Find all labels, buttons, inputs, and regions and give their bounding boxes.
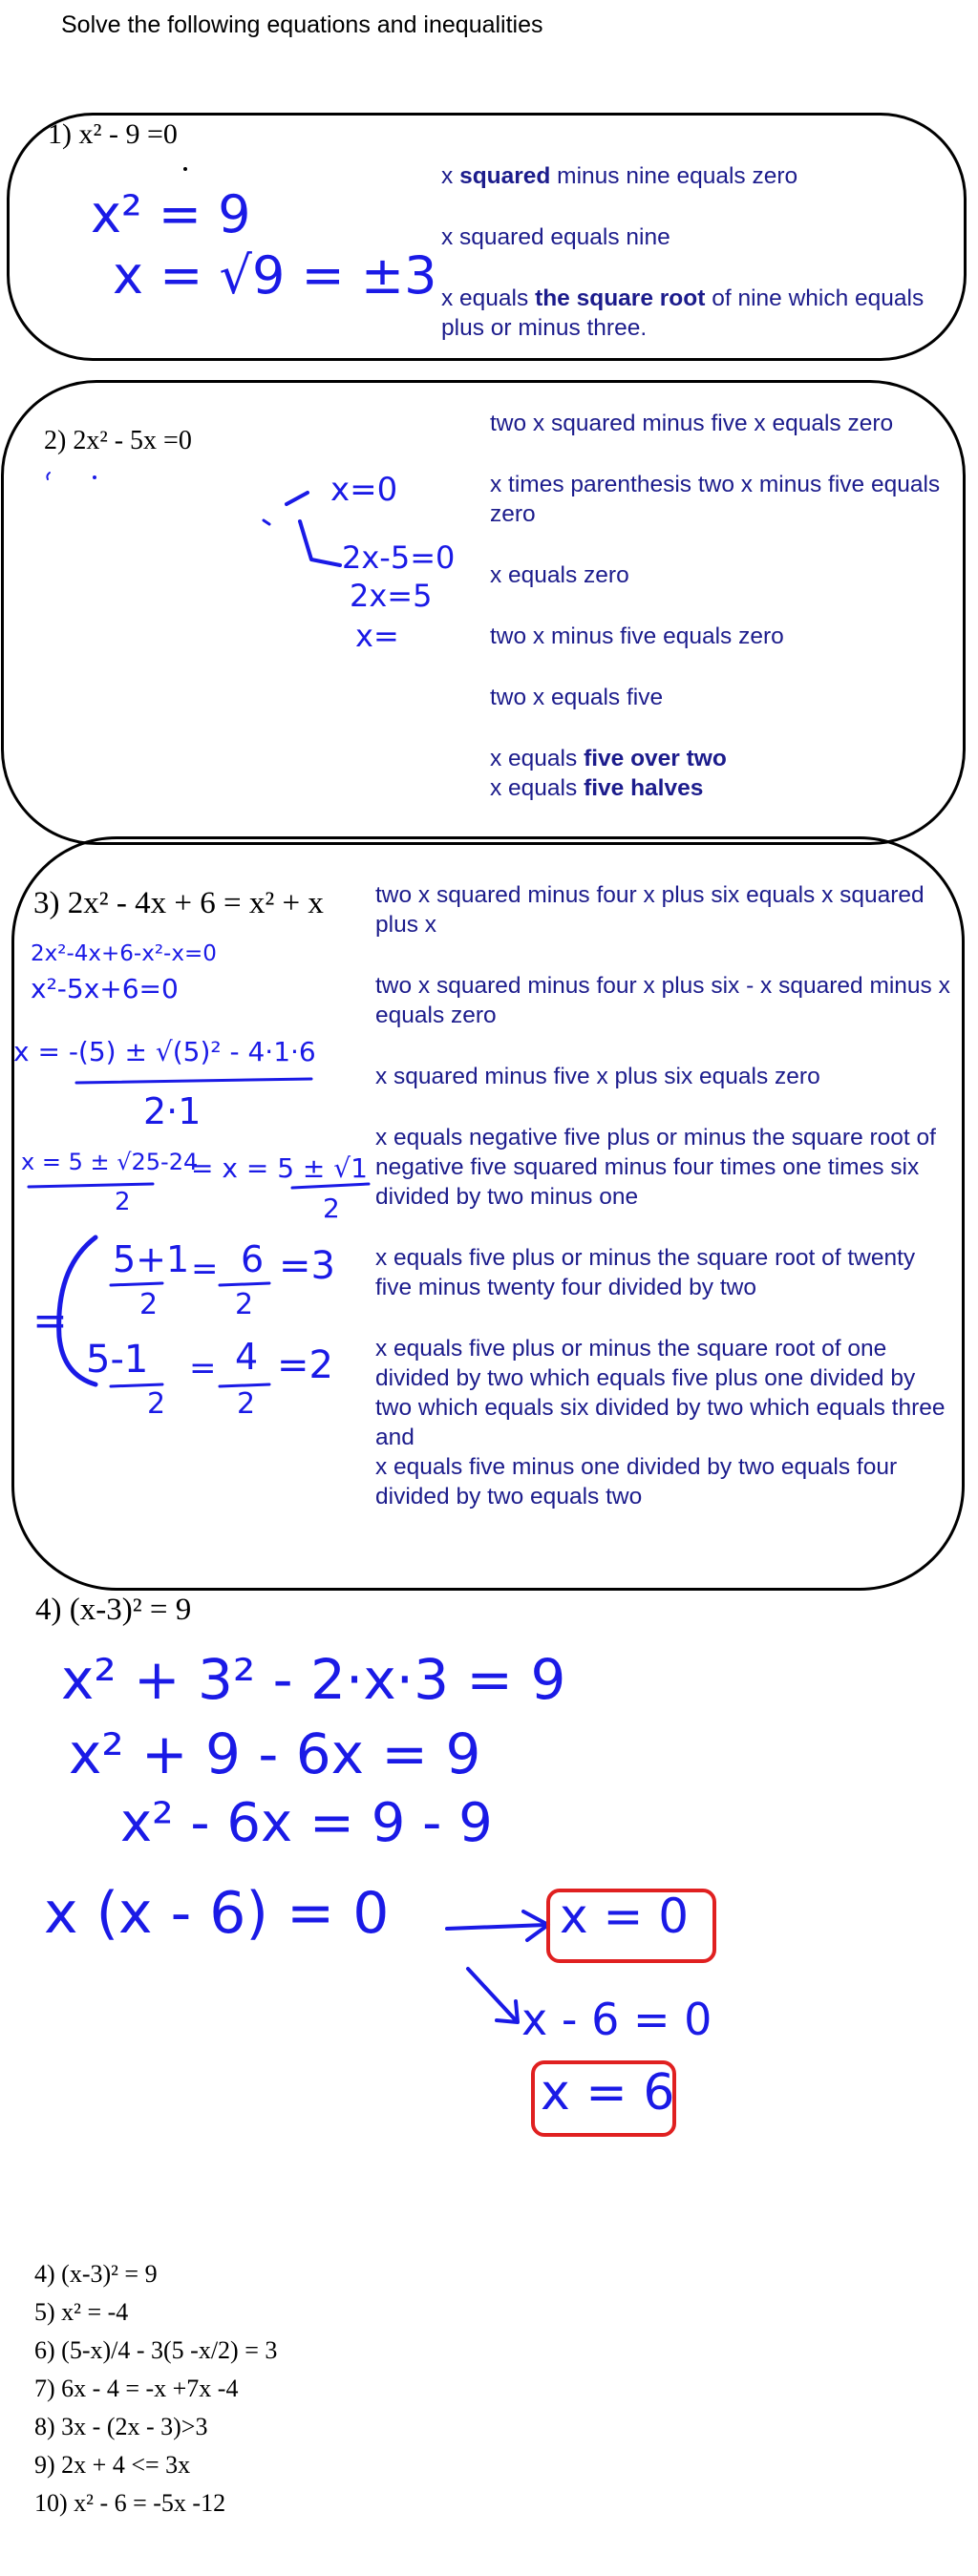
problem-1-work-line-1: x² = 9 <box>91 184 251 244</box>
problem-2-work-line-2: 2x-5=0 <box>342 539 456 576</box>
problem-2-description: two x squared minus five x equals zero x times parenthesis two x minus five equals zero x equals zero two x minus five equals zero two x equals five x equals five over two x equals five halves <box>490 411 941 801</box>
problem-1-work-line-2: x = √9 = ±3 <box>113 245 437 306</box>
problem-3-work-line-17: = <box>189 1349 217 1387</box>
problem-4-result-1: x = 0 <box>560 1889 690 1944</box>
problem-3-work-line-4: 2·1 <box>143 1090 202 1132</box>
problem-4-work-line-4: x (x - 6) = 0 <box>44 1880 390 1947</box>
problem-3-work-line-18: 4 <box>235 1336 259 1378</box>
problem-4-result-2: x = 6 <box>541 2064 675 2122</box>
problem-2-work-line-3: 2x=5 <box>350 578 433 614</box>
problem-3-work-line-14: =3 <box>279 1244 335 1288</box>
problem-1-title: 1) x² - 9 =0 <box>48 118 178 150</box>
problem-2-title: 2) 2x² - 5x =0 <box>44 426 192 455</box>
problem-3-work-line-20: =2 <box>277 1343 333 1387</box>
list-item: 6) (5-x)/4 - 3(5 -x/2) = 3 <box>34 2336 278 2364</box>
list-item: 8) 3x - (2x - 3)>3 <box>34 2413 208 2440</box>
problem-3-work-line-1: 2x²-4x+6-x²-x=0 <box>31 941 217 966</box>
problem-3-work-line-21: = <box>32 1297 68 1345</box>
page-heading: Solve the following equations and inequalities <box>61 11 543 38</box>
list-item: 7) 6x - 4 = -x +7x -4 <box>34 2375 239 2402</box>
problem-3-work-line-15: 5-1 <box>86 1338 149 1382</box>
problem-3-work-line-16: 2 <box>147 1387 166 1421</box>
problem-3-work-line-3: x = -(5) ± √(5)² - 4·1·6 <box>13 1036 316 1067</box>
problem-list <box>34 2255 277 2523</box>
problem-3-title: 3) 2x² - 4x + 6 = x² + x <box>33 886 324 920</box>
problem-3-work-line-12: 6 <box>241 1238 265 1280</box>
problem-2-work-line-4: x= <box>355 618 399 654</box>
problem-3-description: two x squared minus four x plus six equals x squared plus x two x squared minus four x plus six - x squared minus x equals zero x squared minus five x plus six equals zero x equals negative five plus or minus the square root of negative five squared minus four times one times six divided by two minus one x equals five plus or minus the square root of twenty five minus twenty four divided by two x equals five plus or minus the square root of one divided by two which equals five plus one divided by two which equals six divided by two which equals three and x equals five minus one divided by two equals four divided by two equals two <box>375 882 950 1510</box>
problem-4-title: 4) (x-3)² = 9 <box>35 1593 192 1627</box>
list-item: 10) x² - 6 = -5x -12 <box>34 2489 226 2517</box>
problem-3-work-line-8: 2 <box>323 1193 340 1224</box>
problem-3-work-line-19: 2 <box>237 1387 256 1421</box>
problem-3-work-line-11: = <box>191 1250 219 1288</box>
problem-4-work-line-2: x² + 9 - 6x = 9 <box>69 1721 481 1786</box>
problem-4-work-line-1: x² + 3² - 2·x·3 = 9 <box>61 1647 566 1712</box>
list-item: 4) (x-3)² = 9 <box>34 2260 158 2288</box>
problem-4-work-line-6: x - 6 = 0 <box>521 1994 712 2045</box>
problem-3-work-line-5: x = 5 ± √25-24 <box>21 1149 199 1175</box>
problem-2-work-line-1: x=0 <box>330 471 398 509</box>
problem-1-description: x squared minus nine equals zero x squared equals nine x equals the square root of nine which equals plus or minus three. <box>441 163 925 341</box>
list-item: 5) x² = -4 <box>34 2298 129 2326</box>
problem-3-work-line-6: 2 <box>115 1188 131 1216</box>
problem-3-work-line-10: 2 <box>139 1288 159 1321</box>
list-item: 9) 2x + 4 <= 3x <box>34 2451 191 2479</box>
problem-3-work-line-9: 5+1 <box>113 1238 190 1280</box>
problem-3-work-line-2: x²-5x+6=0 <box>31 973 179 1004</box>
problem-4-work-line-3: x² - 6x = 9 - 9 <box>120 1792 493 1854</box>
problem-3-work-line-7: = x = 5 ± √1 <box>191 1152 368 1184</box>
problem-3-work-line-13: 2 <box>235 1288 254 1321</box>
